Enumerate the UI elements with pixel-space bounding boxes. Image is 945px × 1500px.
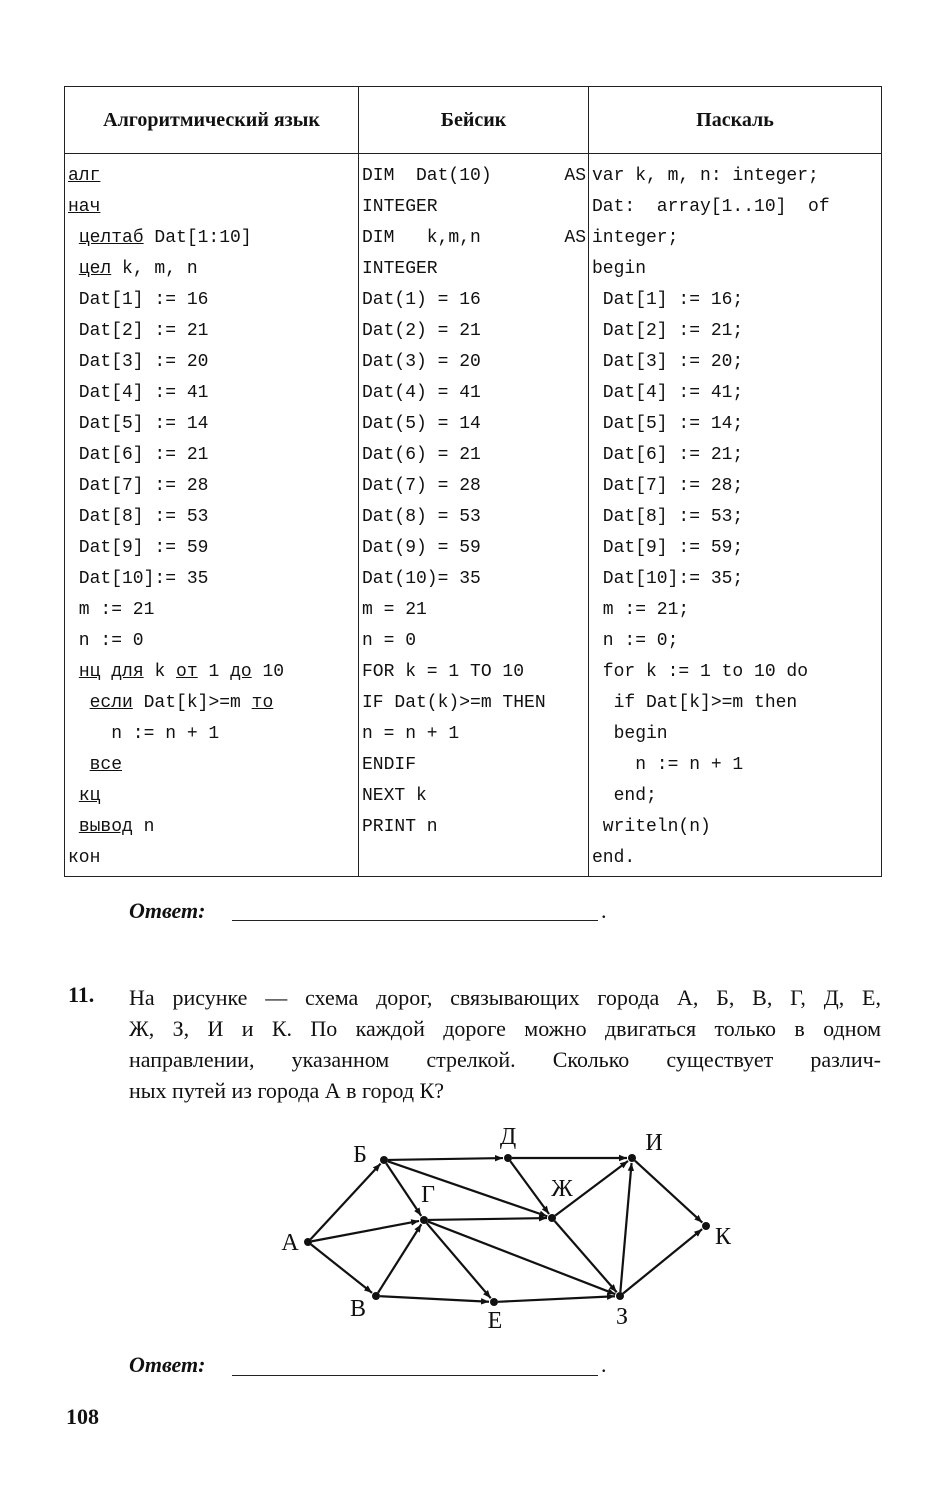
alg-code-line bbox=[68, 781, 358, 812]
road-A-G bbox=[312, 1221, 419, 1241]
alg-code-text bbox=[100, 662, 111, 682]
basic-code-line bbox=[362, 502, 588, 533]
alg-code-text: Dat[6] := 21 bbox=[68, 445, 209, 465]
road-V-E bbox=[380, 1296, 489, 1302]
page-number: 108 bbox=[66, 1404, 99, 1429]
alg-code-text: Dat[3] := 20 bbox=[68, 352, 209, 372]
pascal-code-line: Dat[9] := 59; bbox=[592, 538, 744, 558]
alg-code-line bbox=[68, 192, 358, 223]
basic-code-line bbox=[362, 347, 588, 378]
basic-code-line bbox=[362, 533, 588, 564]
pascal-code-line: Dat: array[1..10] of bbox=[592, 197, 830, 217]
alg-code-line bbox=[68, 502, 358, 533]
basic-code-text: DIM Dat(10) bbox=[362, 166, 492, 186]
road-V-G bbox=[378, 1224, 421, 1292]
basic-code-text: PRINT n bbox=[362, 817, 438, 837]
pascal-code bbox=[589, 154, 882, 877]
alg-code-text: Dat[2] := 21 bbox=[68, 321, 209, 341]
city-node-D bbox=[504, 1154, 512, 1162]
alg-code-line bbox=[68, 471, 358, 502]
basic-code-tail: AS bbox=[564, 228, 586, 248]
basic-code-line bbox=[362, 595, 588, 626]
pascal-code-line: end; bbox=[592, 786, 657, 806]
alg-code-line bbox=[68, 750, 358, 781]
basic-code-text: Dat(8) = 53 bbox=[362, 507, 481, 527]
basic-code-text: Dat(4) = 41 bbox=[362, 383, 481, 403]
basic-code-line bbox=[362, 564, 588, 595]
alg-code-text: кон bbox=[68, 848, 101, 868]
basic-code-line bbox=[362, 657, 588, 688]
alg-code-text: 1 bbox=[197, 662, 231, 682]
alg-code-line bbox=[68, 409, 358, 440]
alg-keyword: кц bbox=[78, 786, 101, 806]
city-label-A: А bbox=[281, 1230, 299, 1256]
pascal-code-line: Dat[8] := 53; bbox=[592, 507, 744, 527]
road-E-Z bbox=[498, 1296, 615, 1302]
basic-code-text: Dat(9) = 59 bbox=[362, 538, 481, 558]
city-node-K bbox=[702, 1222, 710, 1230]
basic-code-text: Dat(3) = 20 bbox=[362, 352, 481, 372]
road-I-K bbox=[635, 1161, 702, 1223]
road-G-Zh bbox=[428, 1218, 547, 1220]
alg-keyword: от bbox=[176, 662, 198, 682]
alg-keyword: вывод bbox=[78, 817, 133, 837]
basic-code-line bbox=[362, 254, 588, 285]
basic-code-line bbox=[362, 378, 588, 409]
pascal-code-line: n := n + 1 bbox=[592, 755, 744, 775]
basic-code-line bbox=[362, 285, 588, 316]
alg-code-text: 10 bbox=[251, 662, 285, 682]
alg-code-text bbox=[68, 259, 79, 279]
answer-field-2[interactable] bbox=[232, 1375, 598, 1376]
city-node-A bbox=[304, 1238, 312, 1246]
basic-code-line bbox=[362, 192, 588, 223]
alg-code-line bbox=[68, 688, 358, 719]
pascal-code-line: Dat[7] := 28; bbox=[592, 476, 744, 496]
basic-code-line bbox=[362, 812, 588, 843]
alg-keyword: нц bbox=[78, 662, 101, 682]
pascal-code-line: for k := 1 to 10 do bbox=[592, 662, 809, 682]
pascal-code-line: Dat[2] := 21; bbox=[592, 321, 744, 341]
alg-code-text bbox=[68, 786, 79, 806]
pascal-code-line: var k, m, n: integer; bbox=[592, 166, 819, 186]
basic-code-text: INTEGER bbox=[362, 197, 438, 217]
city-label-D: Д bbox=[499, 1124, 517, 1150]
alg-code-text: Dat[1:10] bbox=[143, 228, 252, 248]
pascal-code-line: writeln(n) bbox=[592, 817, 711, 837]
basic-code-text: IF Dat(k)>=m THEN bbox=[362, 693, 546, 713]
answer-label-2: Ответ: bbox=[129, 1352, 206, 1377]
alg-code-line bbox=[68, 843, 358, 874]
basic-code-line bbox=[362, 409, 588, 440]
alg-code-text: n := n + 1 bbox=[68, 724, 220, 744]
city-label-V: В bbox=[349, 1296, 367, 1322]
alg-code-text: Dat[7] := 28 bbox=[68, 476, 209, 496]
city-node-G bbox=[420, 1216, 428, 1224]
alg-code-line bbox=[68, 595, 358, 626]
city-label-Zh: Ж bbox=[551, 1176, 573, 1202]
alg-code-text: Dat[8] := 53 bbox=[68, 507, 209, 527]
pascal-code-line: Dat[3] := 20; bbox=[592, 352, 744, 372]
road-Z-I bbox=[620, 1163, 631, 1292]
city-node-Z bbox=[616, 1292, 624, 1300]
alg-keyword: цел bbox=[78, 259, 112, 279]
basic-code-text: NEXT k bbox=[362, 786, 427, 806]
city-node-I bbox=[628, 1154, 636, 1162]
basic-code-line bbox=[362, 719, 588, 750]
answer-dot-2: . bbox=[601, 1352, 607, 1377]
alg-code-line bbox=[68, 440, 358, 471]
basic-code bbox=[359, 154, 589, 877]
alg-code-line bbox=[68, 657, 358, 688]
basic-code-text: Dat(1) = 16 bbox=[362, 290, 481, 310]
pascal-code-line: Dat[6] := 21; bbox=[592, 445, 744, 465]
alg-code-line bbox=[68, 161, 358, 192]
pascal-code-line: Dat[4] := 41; bbox=[592, 383, 744, 403]
basic-code-text: DIM k,m,n bbox=[362, 228, 481, 248]
header-algorithmic: Алгоритмический язык bbox=[65, 87, 359, 154]
alg-code-line bbox=[68, 378, 358, 409]
task-text bbox=[129, 982, 881, 1106]
road-A-B bbox=[311, 1164, 381, 1239]
alg-code-line bbox=[68, 347, 358, 378]
basic-code-tail: AS bbox=[564, 166, 586, 186]
basic-code-line bbox=[362, 223, 588, 254]
alg-code-text: Dat[9] := 59 bbox=[68, 538, 209, 558]
basic-code-text: Dat(2) = 21 bbox=[362, 321, 481, 341]
alg-keyword: нач bbox=[68, 197, 101, 217]
alg-code-text: n bbox=[132, 817, 155, 837]
pascal-code-line: begin bbox=[592, 724, 668, 744]
basic-code-text: Dat(7) = 28 bbox=[362, 476, 481, 496]
alg-code-text bbox=[68, 755, 90, 775]
basic-code-text: FOR k = 1 TO 10 bbox=[362, 662, 525, 682]
answer-label-1: Ответ: bbox=[129, 898, 206, 923]
basic-code-line bbox=[362, 471, 588, 502]
pascal-code-line: Dat[5] := 14; bbox=[592, 414, 744, 434]
alg-keyword: целтаб bbox=[78, 228, 144, 248]
basic-code-text: Dat(6) = 21 bbox=[362, 445, 481, 465]
pascal-code-line: m := 21; bbox=[592, 600, 690, 620]
alg-code-text: k bbox=[143, 662, 177, 682]
task-line: ных путей из города А в город К? bbox=[129, 1078, 444, 1103]
basic-code-text: ENDIF bbox=[362, 755, 417, 775]
pascal-code-line: Dat[10]:= 35; bbox=[592, 569, 744, 589]
alg-code-text bbox=[68, 228, 79, 248]
alg-code-line bbox=[68, 316, 358, 347]
alg-code-line bbox=[68, 564, 358, 595]
task-line: Ж, З, И и К. По каждой дороге можно двигаться только в одном bbox=[129, 1016, 881, 1041]
alg-code-text: Dat[10]:= 35 bbox=[68, 569, 209, 589]
alg-code-text bbox=[68, 693, 90, 713]
alg-code-text: k, m, n bbox=[111, 259, 198, 279]
basic-code-line bbox=[362, 750, 588, 781]
alg-code-line bbox=[68, 533, 358, 564]
alg-keyword: до bbox=[230, 662, 252, 682]
pascal-code-line: n := 0; bbox=[592, 631, 679, 651]
alg-code-text: Dat[1] := 16 bbox=[68, 290, 209, 310]
road-B-D bbox=[388, 1158, 503, 1160]
alg-keyword: то bbox=[251, 693, 274, 713]
road-B-Zh bbox=[388, 1161, 547, 1216]
pascal-code-line: integer; bbox=[592, 228, 679, 248]
city-node-E bbox=[490, 1298, 498, 1306]
pascal-code-line: begin bbox=[592, 259, 647, 279]
alg-code-text: Dat[5] := 14 bbox=[68, 414, 209, 434]
pascal-code-line: if Dat[k]>=m then bbox=[592, 693, 798, 713]
basic-code-text: Dat(5) = 14 bbox=[362, 414, 481, 434]
alg-code-text bbox=[68, 662, 79, 682]
program-table bbox=[64, 86, 882, 877]
task-number: 11. bbox=[68, 982, 95, 1007]
city-node-V bbox=[372, 1292, 380, 1300]
pascal-code-line: end. bbox=[592, 848, 636, 868]
basic-code-line bbox=[362, 316, 588, 347]
city-node-Zh bbox=[548, 1214, 556, 1222]
alg-code-line bbox=[68, 285, 358, 316]
road-A-V bbox=[311, 1244, 372, 1292]
basic-code-line bbox=[362, 781, 588, 812]
city-label-E: Е bbox=[487, 1308, 503, 1334]
city-label-Z: З bbox=[615, 1304, 629, 1330]
header-basic: Бейсик bbox=[359, 87, 589, 154]
city-label-K: К bbox=[714, 1224, 732, 1250]
basic-code-line bbox=[362, 626, 588, 657]
task-line: На рисунке — схема дорог, связывающих города А, Б, В, Г, Д, Е, bbox=[129, 985, 881, 1010]
alg-keyword: все bbox=[89, 755, 123, 775]
alg-keyword: алг bbox=[68, 166, 101, 186]
city-node-B bbox=[380, 1156, 388, 1164]
header-pascal: Паскаль bbox=[589, 87, 882, 154]
basic-code-line bbox=[362, 688, 588, 719]
road-Z-K bbox=[623, 1229, 702, 1293]
alg-code-line bbox=[68, 812, 358, 843]
basic-code-line bbox=[362, 161, 588, 192]
basic-code-text: n = n + 1 bbox=[362, 724, 460, 744]
task-line: направлении, указанном стрелкой. Сколько существует различ- bbox=[129, 1047, 881, 1072]
alg-keyword: для bbox=[111, 662, 144, 682]
answer-field-1[interactable] bbox=[232, 920, 598, 921]
pascal-code-line: Dat[1] := 16; bbox=[592, 290, 744, 310]
alg-code-text: m := 21 bbox=[68, 600, 155, 620]
alg-code-text bbox=[68, 817, 79, 837]
algorithmic-code bbox=[65, 154, 359, 877]
basic-code-line bbox=[362, 440, 588, 471]
road-graph bbox=[270, 1120, 750, 1340]
alg-keyword: если bbox=[89, 693, 133, 713]
city-label-G: Г bbox=[421, 1182, 435, 1208]
alg-code-text: Dat[k]>=m bbox=[132, 693, 252, 713]
alg-code-line bbox=[68, 223, 358, 254]
city-label-B: Б bbox=[353, 1142, 367, 1168]
answer-dot-1: . bbox=[601, 898, 607, 923]
alg-code-text: n := 0 bbox=[68, 631, 144, 651]
basic-code-text: n = 0 bbox=[362, 631, 417, 651]
basic-code-text: Dat(10)= 35 bbox=[362, 569, 481, 589]
alg-code-text: Dat[4] := 41 bbox=[68, 383, 209, 403]
alg-code-line bbox=[68, 626, 358, 657]
basic-code-text: INTEGER bbox=[362, 259, 438, 279]
city-label-I: И bbox=[645, 1130, 663, 1156]
alg-code-line bbox=[68, 254, 358, 285]
alg-code-line bbox=[68, 719, 358, 750]
basic-code-text: m = 21 bbox=[362, 600, 427, 620]
